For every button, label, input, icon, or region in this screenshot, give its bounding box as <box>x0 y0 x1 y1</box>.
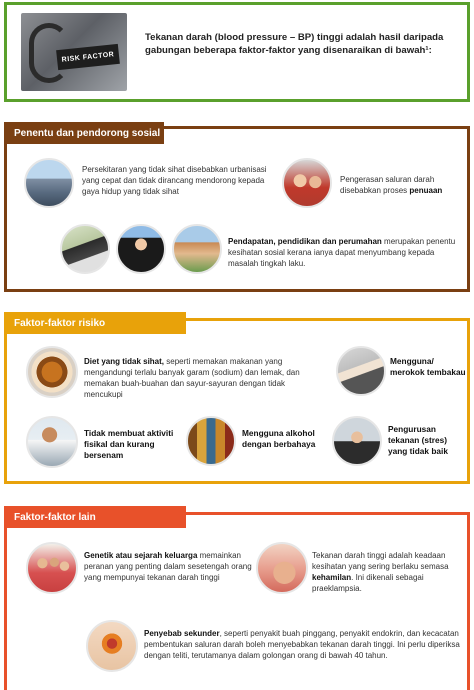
tobacco-text: Mengguna/ merokok tembakau <box>390 356 466 377</box>
risk-factor-tag: RISK FACTOR <box>56 44 120 70</box>
income-education-text: Pendapatan, pendidikan dan perumahan merupakan penentu kesihatan sosial kerana ianya dapat menyumbang kepada masalah tingkah laku. <box>228 237 456 268</box>
organs-image <box>86 620 138 672</box>
graduate-image <box>116 224 166 274</box>
family-image <box>26 542 78 594</box>
genetic-text: Genetik atau sejarah keluarga memainkan peranan yang penting dalam sesetengah orang yang mempunyai tekanan darah tinggi <box>84 551 252 582</box>
elderly-couple-image <box>282 158 332 208</box>
stressed-person-image <box>332 416 382 466</box>
risk-section-title: Faktor-faktor risiko <box>4 312 186 334</box>
other-section-title: Faktor-faktor lain <box>4 506 186 528</box>
other-factors-section <box>4 512 470 690</box>
diet-text: Diet yang tidak sihat, seperti memakan makanan yang mengandungi terlalu banyak garam (sodium) dan lemak, dan memakan buah-buahan dan sayur-sayuran dengan tidak mencukupi <box>84 357 300 399</box>
alcohol-text: Mengguna alkohol dengan berbahaya <box>242 428 316 449</box>
inactive-person-image <box>26 416 78 468</box>
money-image <box>60 224 110 274</box>
social-section-title: Penentu dan pendorong sosial <box>4 122 164 144</box>
risk-factor-image <box>21 13 127 91</box>
city-image <box>24 158 74 208</box>
exercise-text: Tidak membuat aktiviti fisikal dan kurang bersenam <box>84 428 174 460</box>
intro-text: Tekanan darah (blood pressure – BP) tinggi adalah hasil daripada gabungan beberapa faktor-faktor yang disenaraikan di bawah¹: <box>145 32 444 56</box>
pregnancy-text: Tekanan darah tinggi adalah keadaan kesihatan yang sering berlaku semasa kehamilan. Ini dikenali sebagai praeklampsia. <box>312 551 449 593</box>
stress-text: Pengurusan tekanan (stres) yang tidak baik <box>388 424 448 456</box>
aging-text: Pengerasan saluran darah disebabkan proses penuaan <box>340 175 443 195</box>
urbanization-text: Persekitaran yang tidak sihat disebabkan urbanisasi yang cepat dan tidak dirancang mendorong kepada gaya hidup yang tidak sihat <box>82 165 267 196</box>
smoking-image <box>336 346 386 396</box>
housing-image <box>172 224 222 274</box>
alcohol-image <box>186 416 236 466</box>
risk-factors-section <box>4 318 470 484</box>
intro-box <box>4 2 470 102</box>
unhealthy-food-image <box>26 346 78 398</box>
secondary-causes-text: Penyebab sekunder, seperti penyakit buah pinggang, penyakit endokrin, dan kecacatan pembentukan saluran darah boleh menyebabkan tekanan darah tinggi. Ini perlu diperiksa dengan teliti, terutamanya dalam golongan orang di bawah 40 tahun. <box>144 629 460 660</box>
pregnancy-image <box>256 542 308 594</box>
